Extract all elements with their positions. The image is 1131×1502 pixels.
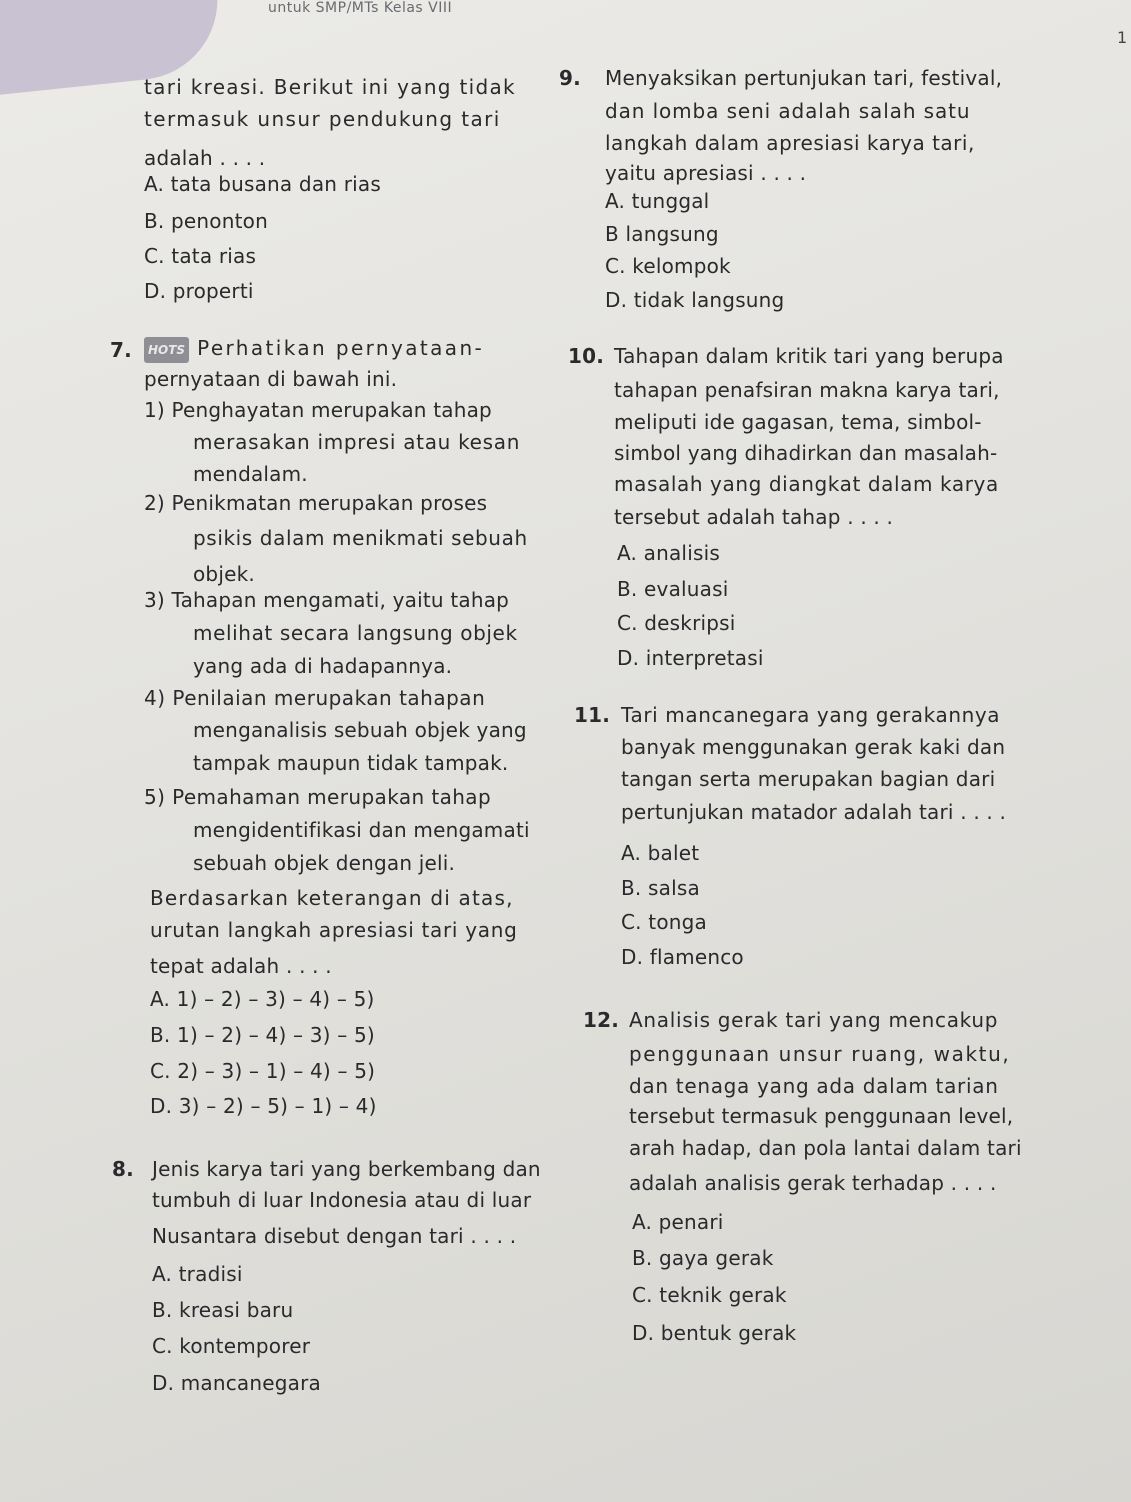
q7-statement-1: merasakan impresi atau kesan [193,430,521,454]
q7-statement-3: 3) Tahapan mengamati, yaitu tahap [144,588,510,612]
q10-line: masalah yang diangkat dalam karya [614,472,999,496]
q9-line: langkah dalam apresiasi karya tari, [605,131,975,155]
q12-line: tersebut termasuk penggunaan level, [629,1104,1014,1128]
q9-option-c[interactable]: C. kelompok [605,254,731,278]
q11-option-b[interactable]: B. salsa [621,876,700,900]
q12-line: penggunaan unsur ruang, waktu, [629,1042,1011,1066]
q11-number: 11. [574,703,611,727]
q10-number: 10. [568,344,605,368]
q7-option-c[interactable]: C. 2) – 3) – 1) – 4) – 5) [150,1059,376,1083]
q7-option-d[interactable]: D. 3) – 2) – 5) – 1) – 4) [150,1094,377,1118]
q7-statement-5: 5) Pemahaman merupakan tahap [144,785,492,809]
book-header: untuk SMP/MTs Kelas VIII [268,0,453,16]
q10-option-b[interactable]: B. evaluasi [617,577,729,601]
hots-badge: HOTS [144,337,189,363]
q9-option-b[interactable]: B langsung [605,222,719,246]
q8-option-b[interactable]: B. kreasi baru [152,1298,294,1322]
q7-statement-1: mendalam. [193,462,308,486]
q7-number: 7. [110,338,132,362]
q7-statement-5: mengidentifikasi dan mengamati [193,818,530,842]
q7-conclusion: Berdasarkan keterangan di atas, [150,886,514,910]
q10-line: Tahapan dalam kritik tari yang berupa [614,344,1004,368]
q9-line: Menyaksikan pertunjukan tari, festival, [605,66,1003,90]
q8-option-d[interactable]: D. mancanegara [152,1371,321,1395]
q6-line: tari kreasi. Berikut ini yang tidak [144,75,516,99]
q11-option-a[interactable]: A. balet [621,841,700,865]
q7-statement-2: objek. [193,562,255,586]
q10-line: tahapan penafsiran makna karya tari, [614,378,1000,402]
q10-line: meliputi ide gagasan, tema, simbol- [614,410,982,434]
q10-option-d[interactable]: D. interpretasi [617,646,764,670]
q8-line: tumbuh di luar Indonesia atau di luar [152,1188,532,1212]
q12-line: Analisis gerak tari yang mencakup [629,1008,999,1032]
q10-line: tersebut adalah tahap . . . . [614,505,894,529]
q7-conclusion: tepat adalah . . . . [150,954,332,978]
q7-statement-4: tampak maupun tidak tampak. [193,751,509,775]
q8-line: Jenis karya tari yang berkembang dan [152,1157,541,1181]
q10-option-c[interactable]: C. deskripsi [617,611,736,635]
q7-line: pernyataan di bawah ini. [144,367,398,391]
q7-conclusion: urutan langkah apresiasi tari yang [150,918,518,942]
q6-line: adalah . . . . [144,146,266,170]
q6-option-d[interactable]: D. properti [144,279,254,303]
q9-option-d[interactable]: D. tidak langsung [605,288,785,312]
q7-title: Perhatikan pernyataan- [197,336,485,360]
q7-statement-3: melihat secara langsung objek [193,621,518,645]
q7-statement-2: psikis dalam menikmati sebuah [193,526,528,550]
q12-line: dan tenaga yang ada dalam tarian [629,1074,999,1098]
q9-line: dan lomba seni adalah salah satu [605,99,971,123]
q6-option-c[interactable]: C. tata rias [144,244,257,268]
q7-option-a[interactable]: A. 1) – 2) – 3) – 4) – 5) [150,987,375,1011]
q7-statement-4: menganalisis sebuah objek yang [193,718,527,742]
q8-option-c[interactable]: C. kontemporer [152,1334,311,1358]
q7-title-line [144,336,484,363]
q11-line: banyak menggunakan gerak kaki dan [621,735,1006,759]
q11-line: tangan serta merupakan bagian dari [621,767,996,791]
q11-line: pertunjukan matador adalah tari . . . . [621,800,1007,824]
q8-option-a[interactable]: A. tradisi [152,1262,243,1286]
q7-statement-5: sebuah objek dengan jeli. [193,851,456,875]
q12-line: adalah analisis gerak terhadap . . . . [629,1171,997,1195]
q6-option-a[interactable]: A. tata busana dan rias [144,172,381,196]
q12-option-a[interactable]: A. penari [632,1210,724,1234]
q11-line: Tari mancanegara yang gerakannya [621,703,1001,727]
q12-number: 12. [583,1008,620,1032]
q12-option-d[interactable]: D. bentuk gerak [632,1321,797,1345]
page-number: 1 [1117,28,1128,47]
q6-line: termasuk unsur pendukung tari [144,107,501,131]
q10-line: simbol yang dihadirkan dan masalah- [614,441,998,465]
q11-option-d[interactable]: D. flamenco [621,945,744,969]
q7-option-b[interactable]: B. 1) – 2) – 4) – 3) – 5) [150,1023,375,1047]
q8-number: 8. [112,1157,134,1181]
q12-option-c[interactable]: C. teknik gerak [632,1283,787,1307]
q9-option-a[interactable]: A. tunggal [605,189,710,213]
q7-statement-3: yang ada di hadapannya. [193,654,453,678]
q9-number: 9. [559,66,581,90]
q12-line: arah hadap, dan pola lantai dalam tari [629,1136,1022,1160]
q7-statement-4: 4) Penilaian merupakan tahapan [144,686,486,710]
q10-option-a[interactable]: A. analisis [617,541,720,565]
q11-option-c[interactable]: C. tonga [621,910,707,934]
q8-line: Nusantara disebut dengan tari . . . . [152,1224,517,1248]
q7-statement-1: 1) Penghayatan merupakan tahap [144,398,492,422]
q9-line: yaitu apresiasi . . . . [605,161,807,185]
q6-option-b[interactable]: B. penonton [144,209,268,233]
q12-option-b[interactable]: B. gaya gerak [632,1246,774,1270]
q7-statement-2: 2) Penikmatan merupakan proses [144,491,488,515]
